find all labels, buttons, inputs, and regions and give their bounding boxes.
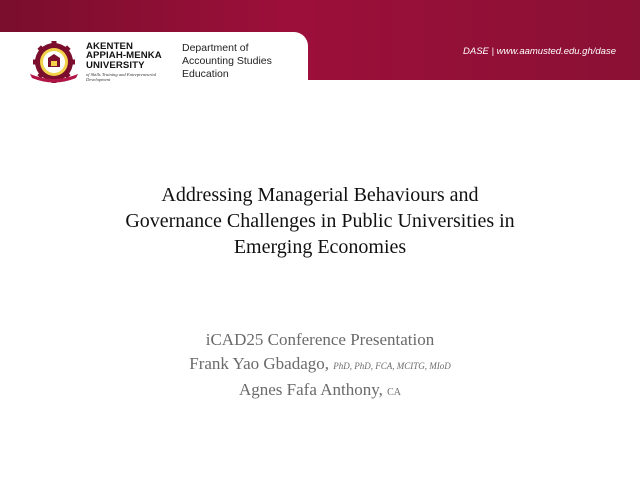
slide-subtitle [60,328,580,405]
author-2-credentials: CA [387,387,401,398]
university-logo [28,41,168,83]
event-name: iCAD25 Conference Presentation [205,330,435,349]
university-name [86,42,166,83]
author-2-name: Agnes Fafa Anthony, [238,380,383,399]
department-name [182,42,302,81]
university-name-line-2: APPIAH-MENKA [86,50,162,62]
university-name-line-3: UNIVERSITY [86,59,145,71]
department-line-2: Accounting Studies [182,55,272,67]
author-2 [60,378,580,405]
author-1-credentials: PhD, PhD, FCA, MCITG, MIoD [333,361,451,371]
university-name-line-1: AKENTEN [86,40,134,52]
university-crest-icon [28,41,80,83]
slide-title [40,182,600,260]
title-line-3: Emerging Economies [233,236,407,258]
department-line-1: Department of [182,42,249,54]
website-link[interactable]: DASE | www.aamusted.edu.gh/dase [463,46,616,57]
author-1 [60,352,580,378]
title-line-1: Addressing Managerial Behaviours and [161,184,479,206]
title-line-2: Governance Challenges in Public Universities in [125,210,515,232]
author-1-name: Frank Yao Gbadago, [189,354,330,373]
university-subtitle: of Skills Training and Entrepreneurial Development [86,72,157,83]
department-line-3: Education [182,68,229,80]
